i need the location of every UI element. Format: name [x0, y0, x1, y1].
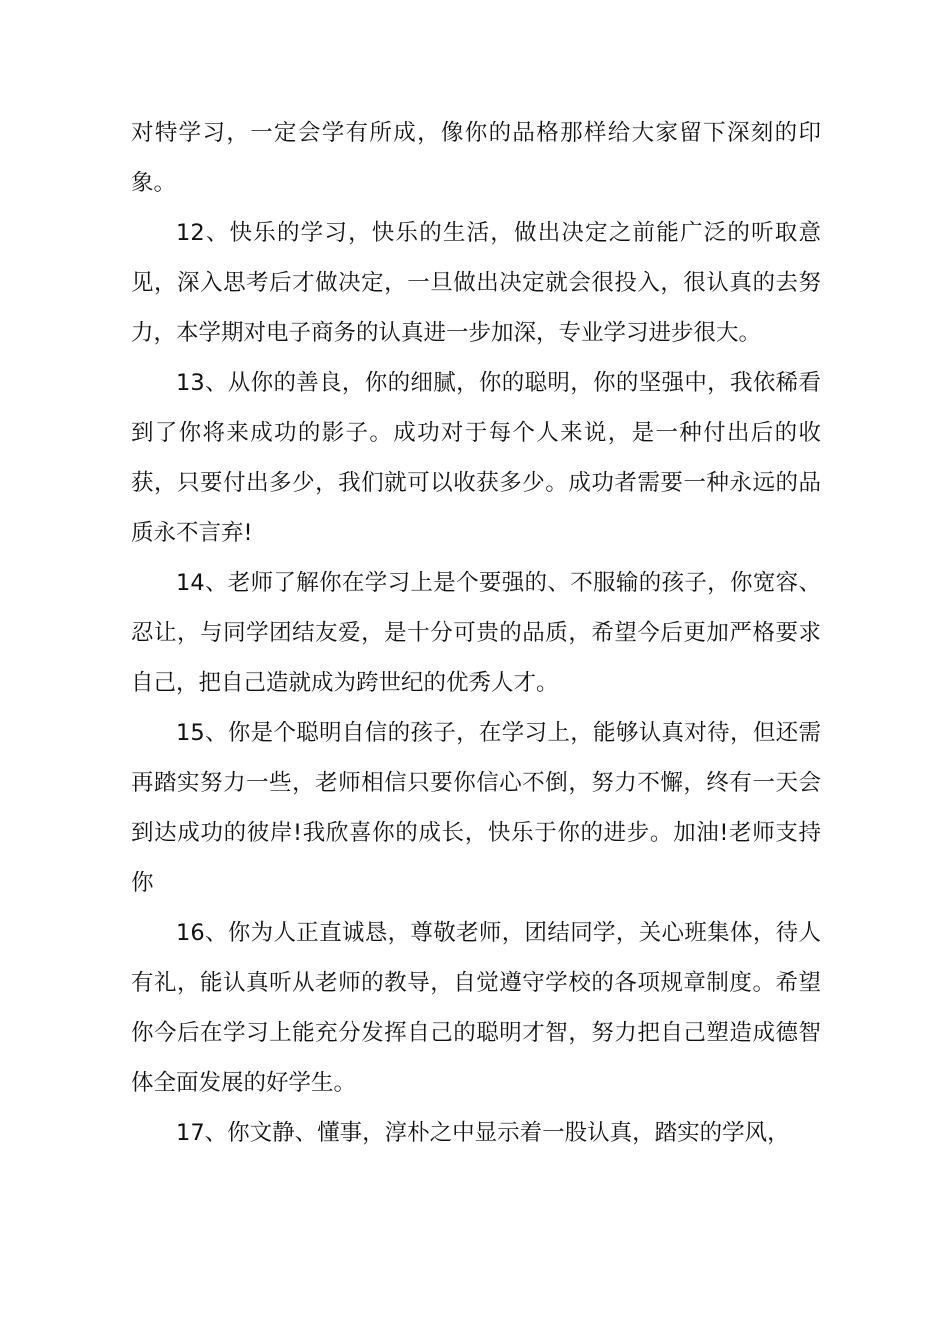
paragraph-11-continued: 对特学习，一定会学有所成，像你的品格那样给大家留下深刻的印象。 [131, 120, 821, 196]
paragraph-15: 15、你是个聪明自信的孩子，在学习上，能够认真对待，但还需再踏实努力一些，老师相信只要你信心不倒，努力不懈，终有一天会到达成功的彼岸!我欣喜你的成长，快乐于你的进步。加油!老师支持你 [131, 720, 821, 896]
paragraph-17: 17、你文静、懂事，淳朴之中显示着一股认真，踏实的学风， [176, 1120, 790, 1146]
paragraph-12: 12、快乐的学习，快乐的生活，做出决定之前能广泛的听取意见，深入思考后才做决定，一旦做出决定就会很投入，很认真的去努力，本学期对电子商务的认真进一步加深，专业学习进步很大。 [131, 220, 821, 346]
paragraph-14: 14、老师了解你在学习上是个要强的、不服输的孩子，你宽容、忍让，与同学团结友爱，是十分可贵的品质，希望今后更加严格要求自己，把自己造就成为跨世纪的优秀人才。 [131, 570, 821, 696]
document-body [131, 108, 821, 1158]
paragraph-16: 16、你为人正直诚恳，尊敬老师，团结同学，关心班集体，待人有礼，能认真听从老师的教导，自觉遵守学校的各项规章制度。希望你今后在学习上能充分发挥自己的聪明才智，努力把自己塑造成德智体全面发展的好学生。 [131, 920, 821, 1096]
paragraph-13: 13、从你的善良，你的细腻，你的聪明，你的坚强中，我依稀看到了你将来成功的影子。成功对于每个人来说，是一种付出后的收获，只要付出多少，我们就可以收获多少。成功者需要一种永远的品质永不言弃! [131, 370, 821, 546]
